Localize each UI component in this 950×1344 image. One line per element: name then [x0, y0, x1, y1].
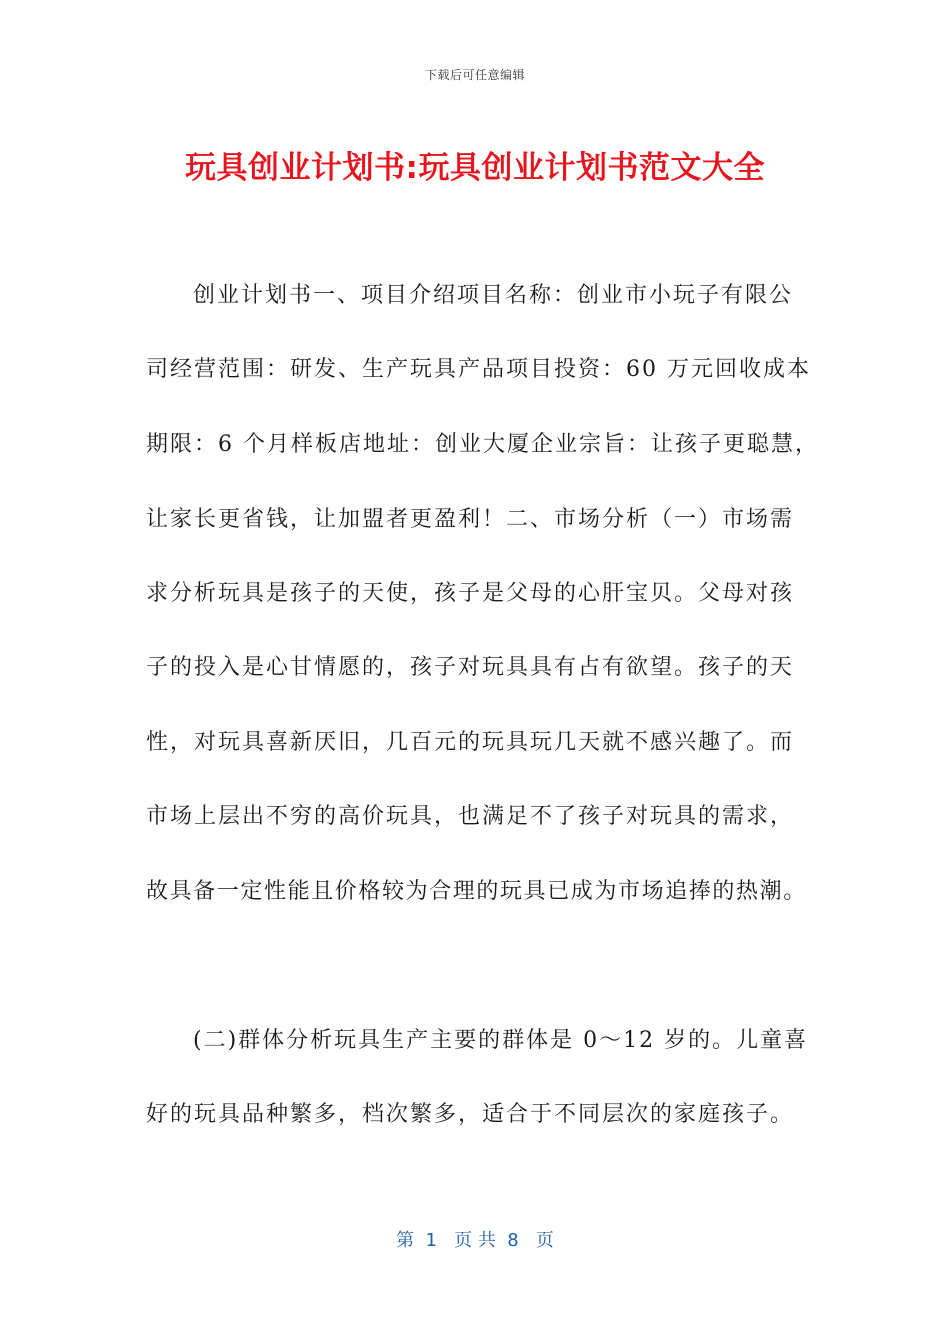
paragraph-line: (二)群体分析玩具生产主要的群体是 0～12 岁的。儿童喜: [193, 1028, 809, 1053]
paragraph-line: 司经营范围：研发、生产玩具产品项目投资：60 万元回收成本: [146, 357, 811, 382]
paragraph-line: 故具备一定性能且价格较为合理的玩具已成为市场追捧的热潮。: [146, 879, 807, 904]
paragraph-line: 期限：6 个月样板店地址：创业大厦企业宗旨：让孩子更聪慧，: [146, 432, 819, 457]
paragraph-line: 求分析玩具是孩子的天使，孩子是父母的心肝宝贝。父母对孩: [146, 581, 795, 606]
page-number-footer: 第 1 页 共 8 页: [396, 1230, 554, 1251]
paragraph-line: 性，对玩具喜新厌旧，几百元的玩具玩几天就不感兴趣了。而: [146, 730, 795, 755]
paragraph-line: 让家长更省钱，让加盟者更盈利！二、市场分析（一）市场需: [146, 507, 795, 532]
paragraph-line: 市场上层出不穷的高价玩具，也满足不了孩子对玩具的需求，: [146, 804, 795, 829]
paragraph-line: 好的玩具品种繁多，档次繁多，适合于不同层次的家庭孩子。: [146, 1102, 795, 1127]
header-note: 下载后可任意编辑: [424, 68, 525, 82]
paragraph-line: 子的投入是心甘情愿的，孩子对玩具具有占有欲望。孩子的天: [146, 655, 795, 680]
document-title: 玩具创业计划书:玩具创业计划书范文大全: [185, 150, 765, 186]
paragraph-line: 创业计划书一、项目介绍项目名称：创业市小玩子有限公: [193, 283, 794, 308]
